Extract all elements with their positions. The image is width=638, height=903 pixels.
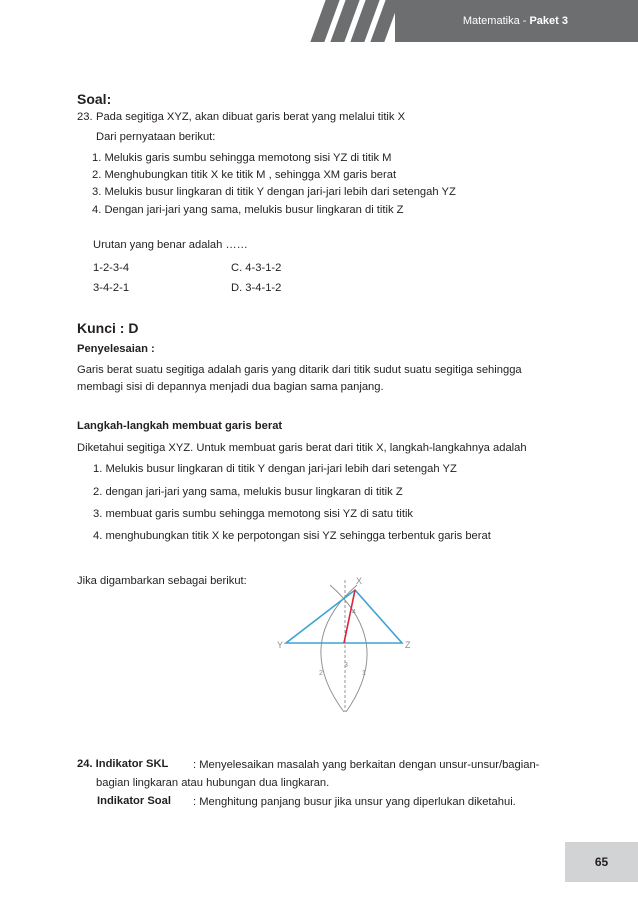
statement-item: 2. Menghubungkan titik X ke titik M , sehingga XM garis berat bbox=[92, 169, 397, 181]
steps-intro: Diketahui segitiga XYZ. Untuk membuat garis berat dari titik X, langkah-langkahnya adalah bbox=[77, 442, 527, 454]
step-item: 2. dengan jari-jari yang sama, melukis busur lingkaran di titik Z bbox=[93, 486, 403, 498]
step-item: 3. membuat garis sumbu sehingga memotong sisi YZ di satu titik bbox=[93, 508, 414, 520]
figure-caption: Jika digambarkan sebagai berikut: bbox=[77, 575, 247, 587]
option-c: C. 4-3-1-2 bbox=[231, 262, 282, 274]
statement-item: 1. Melukis garis sumbu sehingga memotong sisi YZ di titik M bbox=[92, 152, 392, 164]
soal-heading: Soal: bbox=[77, 91, 112, 107]
statement-item: 4. Dengan jari-jari yang sama, melukis busur lingkaran di titik Z bbox=[92, 204, 404, 216]
median-construction-diagram bbox=[270, 568, 440, 718]
indicator-soal-label: Indikator Soal bbox=[97, 795, 171, 807]
header-title bbox=[463, 15, 568, 27]
option-b: 3-4-2-1 bbox=[93, 282, 130, 294]
header-subject: Matematika - bbox=[462, 15, 530, 27]
label-y: Y bbox=[277, 640, 284, 650]
option-a: 1-2-3-4 bbox=[93, 262, 130, 274]
steps-heading: Langkah-langkah membuat garis berat bbox=[77, 420, 283, 432]
step-item: 4. menghubungkan titik X ke perpotongan sisi YZ sehingga terbentuk garis berat bbox=[93, 530, 491, 542]
option-d: D. 3-4-1-2 bbox=[231, 282, 282, 294]
label-step-4: 4 bbox=[352, 609, 356, 616]
question-text: Pada segitiga XYZ, akan dibuat garis berat yang melalui titik X bbox=[96, 111, 406, 123]
solution-label: Penyelesaian : bbox=[77, 343, 155, 355]
answer-key-heading: Kunci : D bbox=[77, 320, 139, 336]
step-item: 1. Melukis busur lingkaran di titik Y dengan jari-jari lebih dari setengah YZ bbox=[93, 463, 457, 475]
header-package: Paket 3 bbox=[529, 15, 568, 27]
page-number-box bbox=[565, 842, 638, 882]
statement-item: 3. Melukis busur lingkaran di titik Y dengan jari-jari lebih dari setengah YZ bbox=[92, 186, 456, 198]
question-prompt: Urutan yang benar adalah …… bbox=[93, 239, 248, 251]
label-step-1: 1 bbox=[362, 670, 366, 677]
indicator-skl-label: 24. Indikator SKL bbox=[77, 758, 169, 770]
label-x: X bbox=[356, 576, 363, 586]
indicator-skl-text-cont: bagian lingkaran atau hubungan dua lingkaran. bbox=[96, 777, 330, 789]
indicator-skl-text: : Menyelesaikan masalah yang berkaitan dengan unsur-unsur/bagian- bbox=[193, 759, 540, 771]
label-step-2: 2 bbox=[319, 670, 323, 677]
question-number: 23. bbox=[77, 111, 93, 123]
triangle-xyz bbox=[286, 590, 402, 643]
page-number: 65 bbox=[594, 855, 609, 869]
solution-text: Garis berat suatu segitiga adalah garis yang ditarik dari titik sudut suatu segitiga sehingga membagi sisi di depannya menjadi dua bagian sama panjang. bbox=[77, 364, 522, 393]
page-header bbox=[0, 0, 638, 42]
label-step-3: 3 bbox=[344, 662, 348, 669]
statements-intro: Dari pernyataan berikut: bbox=[96, 131, 216, 143]
label-z: Z bbox=[405, 640, 411, 650]
indicator-soal-text: : Menghitung panjang busur jika unsur yang diperlukan diketahui. bbox=[193, 796, 516, 808]
